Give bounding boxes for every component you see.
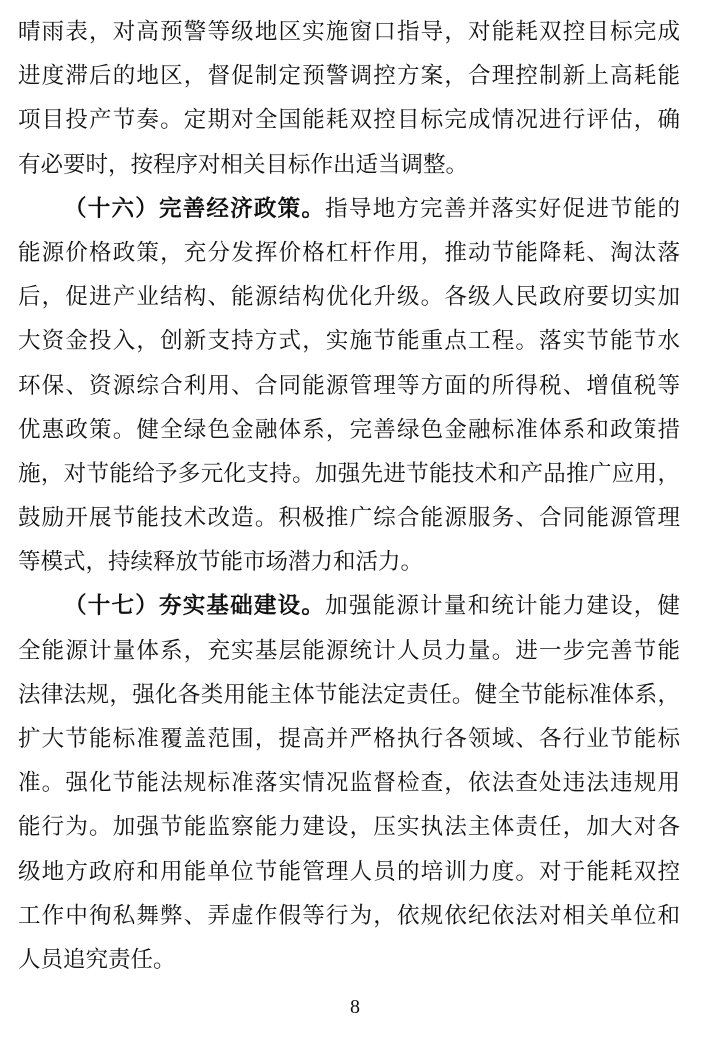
text-line: 后，促进产业结构、能源结构优化升级。各级人民政府要切实加 xyxy=(18,284,680,311)
section-17-heading: （十七）夯实基础建设。 xyxy=(64,593,326,620)
text-line: 鼓励开展节能技术改造。积极推广综合能源服务、合同能源管理 xyxy=(18,505,680,532)
text-line: 项目投产节奏。定期对全国能耗双控目标完成情况进行评估，确 xyxy=(18,107,680,134)
text-line: 准。强化节能法规标准落实情况监督检查，依法查处违法违规用 xyxy=(18,770,680,797)
section-17-paragraph xyxy=(18,584,680,982)
section-16-first-line xyxy=(18,187,680,231)
text-line: 工作中徇私舞弊、弄虚作假等行为，依规依纪依法对相关单位和 xyxy=(18,902,680,929)
text-line: 优惠政策。健全绿色金融体系，完善绿色金融标准体系和政策措 xyxy=(18,416,680,443)
text-line: 施，对节能给予多元化支持。加强先进节能技术和产品推广应用， xyxy=(18,460,680,487)
text-line: 进度滞后的地区，督促制定预警调控方案，合理控制新上高耗能 xyxy=(18,63,680,90)
text-line: 人员追究责任。 xyxy=(18,946,176,973)
text-line: 扩大节能标准覆盖范围，提高并严格执行各领域、各行业节能标 xyxy=(18,726,680,752)
text-line: 能行为。加强节能监察能力建设，压实执法主体责任，加大对各 xyxy=(18,814,680,841)
text-line: 等模式，持续释放节能市场潜力和活力。 xyxy=(18,549,424,576)
text-line: 晴雨表，对高预警等级地区实施窗口指导，对能耗双控目标完成 xyxy=(18,19,680,45)
section-17-first-line-text: 加强能源计量和统计能力建设，健 xyxy=(325,593,680,620)
text-line: 法律法规，强化各类用能主体节能法定责任。健全节能标准体系， xyxy=(18,681,680,708)
text-line: 全能源计量体系，充实基层能源统计人员力量。进一步完善节能 xyxy=(18,637,680,664)
text-line: 级地方政府和用能单位节能管理人员的培训力度。对于能耗双控 xyxy=(18,858,680,885)
text-line: 有必要时，按程序对相关目标作出适当调整。 xyxy=(18,151,469,178)
text-line: 大资金投入，创新支持方式，实施节能重点工程。落实节能节水 xyxy=(18,328,680,355)
intro-paragraph xyxy=(18,10,680,187)
section-16-paragraph xyxy=(18,187,680,585)
text-line: 环保、资源综合利用、合同能源管理等方面的所得税、增值税等 xyxy=(18,372,680,399)
text-line: 能源价格政策，充分发挥价格杠杆作用，推动节能降耗、淘汰落 xyxy=(18,239,680,266)
page-number: 8 xyxy=(350,996,360,1018)
section-16-heading: （十六）完善经济政策。 xyxy=(64,195,326,222)
section-17-first-line xyxy=(18,584,680,628)
document-body xyxy=(18,10,680,982)
section-16-first-line-text: 指导地方完善并落实好促进节能的 xyxy=(325,195,680,222)
